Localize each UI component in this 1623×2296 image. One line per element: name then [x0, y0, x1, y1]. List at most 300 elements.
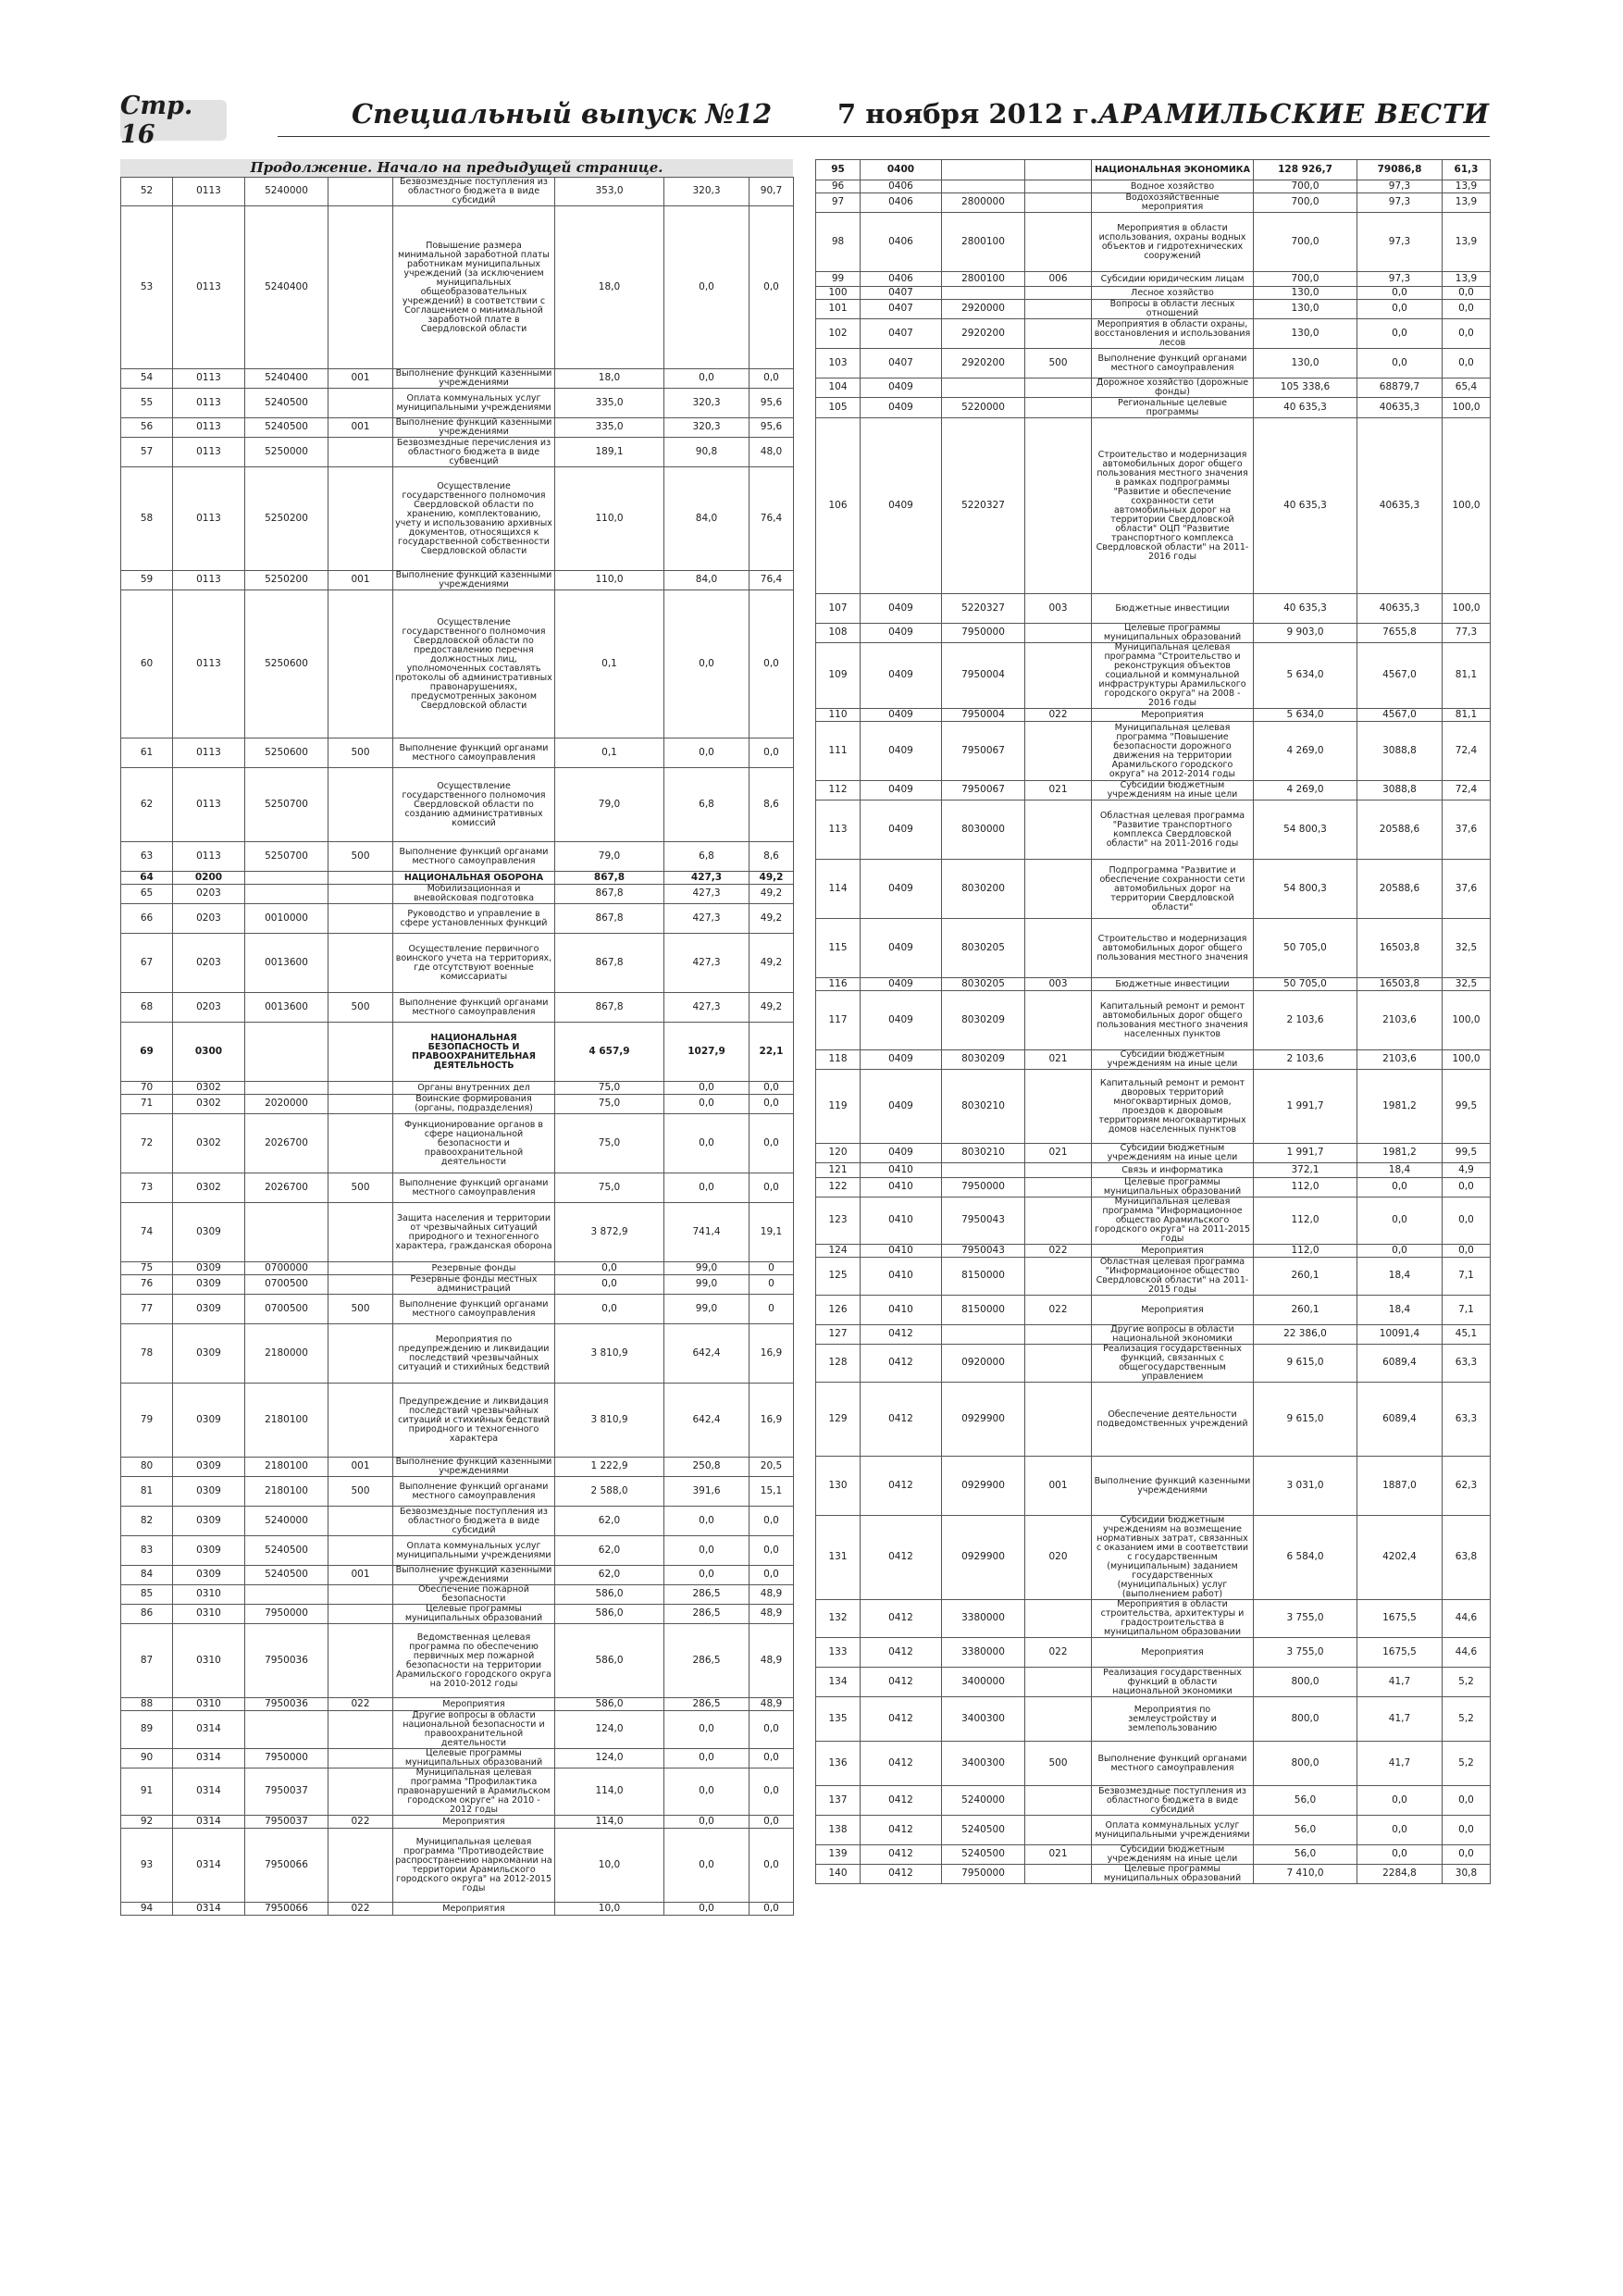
expense-type-cell	[1025, 919, 1092, 978]
planned-amount-cell: 1 991,7	[1254, 1144, 1357, 1163]
row-number-cell: 132	[816, 1600, 861, 1638]
expense-type-cell	[328, 1585, 393, 1605]
planned-amount-cell: 105 338,6	[1254, 379, 1357, 398]
target-article-cell: 0013600	[245, 934, 328, 993]
expense-type-cell	[1025, 1178, 1092, 1198]
execution-percent-cell: 90,7	[750, 178, 794, 206]
executed-amount-cell: 320,3	[664, 418, 750, 438]
expense-type-cell	[328, 1023, 393, 1082]
table-row	[816, 1245, 1491, 1258]
expense-name-cell: Мероприятия	[1092, 709, 1254, 722]
section-code-cell: 0409	[861, 643, 942, 709]
planned-amount-cell: 56,0	[1254, 1786, 1357, 1816]
planned-amount-cell: 75,0	[555, 1173, 664, 1203]
expense-name-cell: Функционирование органов в сфере национальной безопасности и правоохранительной деятельности	[393, 1114, 555, 1173]
expense-name-cell: Воинские формирования (органы, подразделения)	[393, 1095, 555, 1114]
table-row	[816, 1163, 1491, 1178]
section-code-cell: 0412	[861, 1638, 942, 1668]
executed-amount-cell: 18,4	[1357, 1163, 1443, 1178]
expense-type-cell	[328, 1324, 393, 1384]
planned-amount-cell: 128 926,7	[1254, 160, 1357, 180]
executed-amount-cell: 0,0	[664, 369, 750, 389]
section-code-cell: 0309	[173, 1507, 245, 1536]
expense-name-cell: Целевые программы муниципальных образований	[393, 1749, 555, 1769]
section-code-cell: 0409	[861, 709, 942, 722]
expense-name-cell: Выполнение функций казенными учреждениями	[1092, 1457, 1254, 1516]
planned-amount-cell: 114,0	[555, 1816, 664, 1829]
header-rule	[278, 136, 1490, 137]
execution-percent-cell: 48,9	[750, 1585, 794, 1605]
planned-amount-cell: 1 222,9	[555, 1458, 664, 1477]
section-code-cell: 0310	[173, 1698, 245, 1711]
planned-amount-cell: 130,0	[1254, 349, 1357, 379]
expense-type-cell	[328, 934, 393, 993]
execution-percent-cell: 63,3	[1443, 1383, 1491, 1457]
table-row	[121, 934, 794, 993]
target-article-cell: 2800000	[942, 193, 1025, 213]
planned-amount-cell: 586,0	[555, 1585, 664, 1605]
section-code-cell: 0412	[861, 1457, 942, 1516]
execution-percent-cell: 76,4	[750, 571, 794, 590]
expense-type-cell	[328, 1507, 393, 1536]
target-article-cell: 7950066	[245, 1829, 328, 1903]
executed-amount-cell: 0,0	[664, 1507, 750, 1536]
target-article-cell	[942, 1163, 1025, 1178]
continuation-note: Продолжение. Начало на предыдущей странице.	[120, 159, 793, 177]
expense-name-cell: Мероприятия	[393, 1698, 555, 1711]
expense-name-cell: Реализация государственных функций в области национальной экономики	[1092, 1668, 1254, 1697]
table-row	[121, 1507, 794, 1536]
target-article-cell: 7950000	[245, 1749, 328, 1769]
execution-percent-cell: 0,0	[1443, 287, 1491, 300]
row-number-cell: 67	[121, 934, 173, 993]
section-code-cell: 0309	[173, 1477, 245, 1507]
row-number-cell: 54	[121, 369, 173, 389]
expense-name-cell: Обеспечение деятельности подведомственных учреждений	[1092, 1383, 1254, 1457]
expense-type-cell	[1025, 319, 1092, 349]
table-row	[816, 1457, 1491, 1516]
section-code-cell: 0314	[173, 1749, 245, 1769]
row-number-cell: 93	[121, 1829, 173, 1903]
table-row	[816, 860, 1491, 919]
planned-amount-cell: 800,0	[1254, 1697, 1357, 1742]
expense-type-cell: 001	[328, 369, 393, 389]
table-row	[816, 1325, 1491, 1345]
row-number-cell: 126	[816, 1296, 861, 1325]
executed-amount-cell: 90,8	[664, 438, 750, 467]
execution-percent-cell: 0,0	[1443, 1816, 1491, 1845]
executed-amount-cell: 286,5	[664, 1605, 750, 1624]
section-code-cell: 0310	[173, 1624, 245, 1698]
expense-type-cell: 500	[328, 1295, 393, 1324]
executed-amount-cell: 79086,8	[1357, 160, 1443, 180]
table-row	[816, 1345, 1491, 1383]
target-article-cell: 3380000	[942, 1600, 1025, 1638]
planned-amount-cell: 112,0	[1254, 1178, 1357, 1198]
expense-name-cell: Выполнение функций казенными учреждениями	[393, 418, 555, 438]
row-number-cell: 100	[816, 287, 861, 300]
target-article-cell	[942, 287, 1025, 300]
row-number-cell: 64	[121, 872, 173, 885]
section-code-cell: 0409	[861, 418, 942, 594]
row-number-cell: 138	[816, 1816, 861, 1845]
execution-percent-cell: 81,1	[1443, 709, 1491, 722]
executed-amount-cell: 6089,4	[1357, 1345, 1443, 1383]
planned-amount-cell: 700,0	[1254, 272, 1357, 287]
execution-percent-cell: 8,6	[750, 842, 794, 872]
planned-amount-cell: 40 635,3	[1254, 418, 1357, 594]
section-code-cell: 0409	[861, 398, 942, 418]
expense-name-cell: Резервные фонды местных администраций	[393, 1275, 555, 1295]
table-row	[816, 594, 1491, 624]
planned-amount-cell: 54 800,3	[1254, 860, 1357, 919]
planned-amount-cell: 130,0	[1254, 319, 1357, 349]
executed-amount-cell: 286,5	[664, 1585, 750, 1605]
section-code-cell: 0406	[861, 180, 942, 193]
execution-percent-cell: 4,9	[1443, 1163, 1491, 1178]
target-article-cell: 5250600	[245, 590, 328, 738]
executed-amount-cell: 0,0	[1357, 300, 1443, 319]
row-number-cell: 122	[816, 1178, 861, 1198]
expense-type-cell: 001	[1025, 1457, 1092, 1516]
expense-type-cell	[328, 389, 393, 418]
row-number-cell: 121	[816, 1163, 861, 1178]
expense-type-cell	[328, 1536, 393, 1566]
planned-amount-cell: 7 410,0	[1254, 1865, 1357, 1884]
row-number-cell: 95	[816, 160, 861, 180]
section-code-cell: 0300	[173, 1023, 245, 1082]
planned-amount-cell: 800,0	[1254, 1668, 1357, 1697]
table-row	[816, 1742, 1491, 1786]
target-article-cell	[245, 1023, 328, 1082]
expense-name-cell: Другие вопросы в области национальной экономики	[1092, 1325, 1254, 1345]
target-article-cell: 5240500	[245, 418, 328, 438]
target-article-cell: 5250200	[245, 571, 328, 590]
expense-type-cell	[1025, 300, 1092, 319]
executed-amount-cell: 741,4	[664, 1203, 750, 1262]
row-number-cell: 129	[816, 1383, 861, 1457]
expense-type-cell	[1025, 213, 1092, 272]
target-article-cell	[942, 180, 1025, 193]
executed-amount-cell: 4567,0	[1357, 643, 1443, 709]
execution-percent-cell: 5,2	[1443, 1697, 1491, 1742]
planned-amount-cell: 3 810,9	[555, 1384, 664, 1458]
executed-amount-cell: 1981,2	[1357, 1144, 1443, 1163]
section-code-cell: 0407	[861, 319, 942, 349]
planned-amount-cell: 56,0	[1254, 1816, 1357, 1845]
target-article-cell: 0929900	[942, 1516, 1025, 1600]
section-code-cell: 0113	[173, 571, 245, 590]
execution-percent-cell: 16,9	[750, 1324, 794, 1384]
expense-type-cell	[1025, 1383, 1092, 1457]
row-number-cell: 134	[816, 1668, 861, 1697]
table-row	[816, 379, 1491, 398]
table-row	[816, 213, 1491, 272]
execution-percent-cell: 0,0	[750, 1507, 794, 1536]
target-article-cell: 7950000	[942, 1865, 1025, 1884]
row-number-cell: 94	[121, 1903, 173, 1916]
expense-name-cell: Дорожное хозяйство (дорожные фонды)	[1092, 379, 1254, 398]
planned-amount-cell: 586,0	[555, 1605, 664, 1624]
expense-type-cell: 022	[1025, 1638, 1092, 1668]
row-number-cell: 97	[816, 193, 861, 213]
row-number-cell: 107	[816, 594, 861, 624]
row-number-cell: 110	[816, 709, 861, 722]
table-row	[816, 1845, 1491, 1865]
issue-title: Специальный выпуск №12	[352, 98, 773, 130]
executed-amount-cell: 0,0	[664, 1749, 750, 1769]
row-number-cell: 109	[816, 643, 861, 709]
row-number-cell: 58	[121, 467, 173, 571]
table-row	[816, 709, 1491, 722]
row-number-cell: 106	[816, 418, 861, 594]
expense-name-cell: Муниципальная целевая программа "Профилактика правонарушений в Арамильском городском округе" на 2010 - 2012 годы	[393, 1769, 555, 1816]
executed-amount-cell: 2284,8	[1357, 1865, 1443, 1884]
planned-amount-cell: 56,0	[1254, 1845, 1357, 1865]
expense-type-cell: 500	[328, 1477, 393, 1507]
planned-amount-cell: 5 634,0	[1254, 643, 1357, 709]
row-number-cell: 80	[121, 1458, 173, 1477]
table-row	[121, 1384, 794, 1458]
target-article-cell: 8030210	[942, 1070, 1025, 1144]
expense-name-cell: Оплата коммунальных услуг муниципальными учреждениями	[393, 389, 555, 418]
table-row	[816, 272, 1491, 287]
table-row	[816, 722, 1491, 781]
table-row	[816, 978, 1491, 991]
row-number-cell: 112	[816, 781, 861, 800]
planned-amount-cell: 335,0	[555, 389, 664, 418]
planned-amount-cell: 353,0	[555, 178, 664, 206]
expense-type-cell: 003	[1025, 978, 1092, 991]
target-article-cell: 5220000	[942, 398, 1025, 418]
expense-type-cell	[328, 1829, 393, 1903]
table-row	[121, 1605, 794, 1624]
expense-name-cell: Мероприятия в области строительства, архитектуры и градостроительства в муниципальном образовании	[1092, 1600, 1254, 1638]
executed-amount-cell: 97,3	[1357, 180, 1443, 193]
right-table-column	[815, 159, 1490, 1884]
executed-amount-cell: 99,0	[664, 1295, 750, 1324]
planned-amount-cell: 3 872,9	[555, 1203, 664, 1262]
target-article-cell: 3400300	[942, 1697, 1025, 1742]
planned-amount-cell: 3 755,0	[1254, 1600, 1357, 1638]
expense-type-cell	[328, 1384, 393, 1458]
row-number-cell: 127	[816, 1325, 861, 1345]
row-number-cell: 81	[121, 1477, 173, 1507]
expense-name-cell: Субсидии бюджетным учреждениям на возмещение нормативных затрат, связанных с оказанием ими в соответствии с государственным (муниципальным) заданием государственных (муниципальных) услуг (выполнением работ)	[1092, 1516, 1254, 1600]
expense-name-cell: Муниципальная целевая программа "Повышение безопасности дорожного движения на территории Арамильского городского округа" на 2012-2014 годы	[1092, 722, 1254, 781]
row-number-cell: 65	[121, 885, 173, 904]
executed-amount-cell: 427,3	[664, 904, 750, 934]
execution-percent-cell: 49,2	[750, 904, 794, 934]
target-article-cell: 7950000	[942, 624, 1025, 643]
row-number-cell: 61	[121, 738, 173, 768]
target-article-cell: 8030000	[942, 800, 1025, 860]
expense-type-cell	[328, 1095, 393, 1114]
executed-amount-cell: 0,0	[664, 1536, 750, 1566]
row-number-cell: 120	[816, 1144, 861, 1163]
expense-name-cell: Субсидии бюджетным учреждениям на иные цели	[1092, 1845, 1254, 1865]
execution-percent-cell: 19,1	[750, 1203, 794, 1262]
table-row	[121, 1114, 794, 1173]
expense-name-cell: Руководство и управление в сфере установленных функций	[393, 904, 555, 934]
target-article-cell: 7950036	[245, 1624, 328, 1698]
table-row	[816, 1865, 1491, 1884]
executed-amount-cell: 6089,4	[1357, 1383, 1443, 1457]
execution-percent-cell: 48,9	[750, 1624, 794, 1698]
section-code-cell: 0302	[173, 1114, 245, 1173]
section-code-cell: 0310	[173, 1585, 245, 1605]
expense-name-cell: Муниципальная целевая программа "Строительство и реконструкция объектов социальной и коммунальной инфраструктуры Арамильского городского округа" на 2008 - 2016 годы	[1092, 643, 1254, 709]
section-code-cell: 0309	[173, 1566, 245, 1585]
expense-name-cell: Областная целевая программа "Развитие транспортного комплекса Свердловской области" на 2011-2016 годы	[1092, 800, 1254, 860]
planned-amount-cell: 4 269,0	[1254, 722, 1357, 781]
row-number-cell: 66	[121, 904, 173, 934]
expense-name-cell: Другие вопросы в области национальной безопасности и правоохранительной деятельности	[393, 1711, 555, 1749]
executed-amount-cell: 0,0	[1357, 1786, 1443, 1816]
executed-amount-cell: 0,0	[1357, 319, 1443, 349]
expense-name-cell: Строительство и модернизация автомобильных дорог общего пользования местного значения в рамках подпрограммы "Развитие и обеспечение сохранности сети автомобильных дорог на территории Свердловской области" ОЦП "Развитие транспортного комплекса Свердловской области" на 2011-2016 годы	[1092, 418, 1254, 594]
target-article-cell: 7950004	[942, 643, 1025, 709]
expense-type-cell	[1025, 180, 1092, 193]
planned-amount-cell: 50 705,0	[1254, 978, 1357, 991]
table-row	[816, 319, 1491, 349]
row-number-cell: 136	[816, 1742, 861, 1786]
executed-amount-cell: 642,4	[664, 1324, 750, 1384]
row-number-cell: 91	[121, 1769, 173, 1816]
row-number-cell: 83	[121, 1536, 173, 1566]
table-row	[121, 738, 794, 768]
row-number-cell: 140	[816, 1865, 861, 1884]
expense-name-cell: Выполнение функций органами местного самоуправления	[393, 1477, 555, 1507]
expense-name-cell: Мероприятия по землеустройству и землепользованию	[1092, 1697, 1254, 1742]
execution-percent-cell: 0,0	[750, 1536, 794, 1566]
executed-amount-cell: 6,8	[664, 768, 750, 842]
target-article-cell: 5240500	[942, 1816, 1025, 1845]
table-row	[816, 1178, 1491, 1198]
section-code-cell: 0113	[173, 389, 245, 418]
section-code-cell: 0302	[173, 1095, 245, 1114]
expense-type-cell: 022	[328, 1698, 393, 1711]
row-number-cell: 55	[121, 389, 173, 418]
executed-amount-cell: 41,7	[1357, 1742, 1443, 1786]
expense-name-cell: Региональные целевые программы	[1092, 398, 1254, 418]
execution-percent-cell: 0	[750, 1275, 794, 1295]
table-row	[816, 1697, 1491, 1742]
planned-amount-cell: 6 584,0	[1254, 1516, 1357, 1600]
expense-type-cell	[328, 178, 393, 206]
target-article-cell: 5240400	[245, 369, 328, 389]
page-number: Стр. 16	[120, 100, 227, 141]
executed-amount-cell: 427,3	[664, 885, 750, 904]
row-number-cell: 88	[121, 1698, 173, 1711]
execution-percent-cell: 15,1	[750, 1477, 794, 1507]
target-article-cell: 2920200	[942, 349, 1025, 379]
expense-type-cell	[328, 206, 393, 369]
table-row	[121, 369, 794, 389]
target-article-cell: 8030200	[942, 860, 1025, 919]
expense-name-cell: Защита населения и территории от чрезвычайных ситуаций природного и техногенного характера, гражданская оборона	[393, 1203, 555, 1262]
row-number-cell: 99	[816, 272, 861, 287]
row-number-cell: 108	[816, 624, 861, 643]
row-number-cell: 101	[816, 300, 861, 319]
section-code-cell: 0412	[861, 1697, 942, 1742]
target-article-cell: 2180000	[245, 1324, 328, 1384]
expense-type-cell	[1025, 1865, 1092, 1884]
issue-date: 7 ноября 2012 г.	[837, 98, 1099, 130]
execution-percent-cell: 65,4	[1443, 379, 1491, 398]
execution-percent-cell: 30,8	[1443, 1865, 1491, 1884]
row-number-cell: 90	[121, 1749, 173, 1769]
planned-amount-cell: 40 635,3	[1254, 398, 1357, 418]
table-row	[121, 1566, 794, 1585]
executed-amount-cell: 68879,7	[1357, 379, 1443, 398]
row-number-cell: 113	[816, 800, 861, 860]
row-number-cell: 53	[121, 206, 173, 369]
planned-amount-cell: 2 103,6	[1254, 991, 1357, 1050]
execution-percent-cell: 0,0	[1443, 349, 1491, 379]
expense-name-cell: Предупреждение и ликвидация последствий чрезвычайных ситуаций и стихийных бедствий природного и техногенного характера	[393, 1384, 555, 1458]
table-row	[121, 1816, 794, 1829]
row-number-cell: 103	[816, 349, 861, 379]
target-article-cell	[942, 1325, 1025, 1345]
executed-amount-cell: 0,0	[664, 1903, 750, 1916]
section-code-cell: 0309	[173, 1203, 245, 1262]
executed-amount-cell: 250,8	[664, 1458, 750, 1477]
planned-amount-cell: 54 800,3	[1254, 800, 1357, 860]
row-number-cell: 59	[121, 571, 173, 590]
table-row	[121, 768, 794, 842]
row-number-cell: 75	[121, 1262, 173, 1275]
expense-name-cell: Мероприятия в области использования, охраны водных объектов и гидротехнических сооружений	[1092, 213, 1254, 272]
row-number-cell: 102	[816, 319, 861, 349]
planned-amount-cell: 3 755,0	[1254, 1638, 1357, 1668]
target-article-cell: 7950000	[245, 1605, 328, 1624]
expense-name-cell: Субсидии бюджетным учреждениям на иные цели	[1092, 1050, 1254, 1070]
executed-amount-cell: 4202,4	[1357, 1516, 1443, 1600]
section-code-cell: 0314	[173, 1816, 245, 1829]
planned-amount-cell: 79,0	[555, 768, 664, 842]
expense-name-cell: Резервные фонды	[393, 1262, 555, 1275]
expense-name-cell: Областная целевая программа "Информационное общество Свердловской области" на 2011-2015 годы	[1092, 1258, 1254, 1296]
planned-amount-cell: 3 810,9	[555, 1324, 664, 1384]
row-number-cell: 125	[816, 1258, 861, 1296]
target-article-cell: 7950067	[942, 722, 1025, 781]
table-row	[816, 1600, 1491, 1638]
planned-amount-cell: 18,0	[555, 369, 664, 389]
expense-type-cell: 500	[1025, 349, 1092, 379]
execution-percent-cell: 0,0	[1443, 1198, 1491, 1245]
executed-amount-cell: 0,0	[664, 1829, 750, 1903]
expense-type-cell	[328, 1203, 393, 1262]
row-number-cell: 131	[816, 1516, 861, 1600]
row-number-cell: 105	[816, 398, 861, 418]
row-number-cell: 135	[816, 1697, 861, 1742]
expense-name-cell: Капитальный ремонт и ремонт автомобильных дорог общего пользования местного значения населенных пунктов	[1092, 991, 1254, 1050]
planned-amount-cell: 62,0	[555, 1566, 664, 1585]
expense-type-cell	[1025, 1325, 1092, 1345]
row-number-cell: 118	[816, 1050, 861, 1070]
execution-percent-cell: 49,2	[750, 993, 794, 1023]
executed-amount-cell: 1027,9	[664, 1023, 750, 1082]
execution-percent-cell: 81,1	[1443, 643, 1491, 709]
planned-amount-cell: 867,8	[555, 904, 664, 934]
expense-type-cell	[328, 1605, 393, 1624]
planned-amount-cell: 260,1	[1254, 1258, 1357, 1296]
expense-type-cell	[1025, 287, 1092, 300]
section-code-cell: 0113	[173, 438, 245, 467]
execution-percent-cell: 72,4	[1443, 781, 1491, 800]
table-row	[816, 1258, 1491, 1296]
